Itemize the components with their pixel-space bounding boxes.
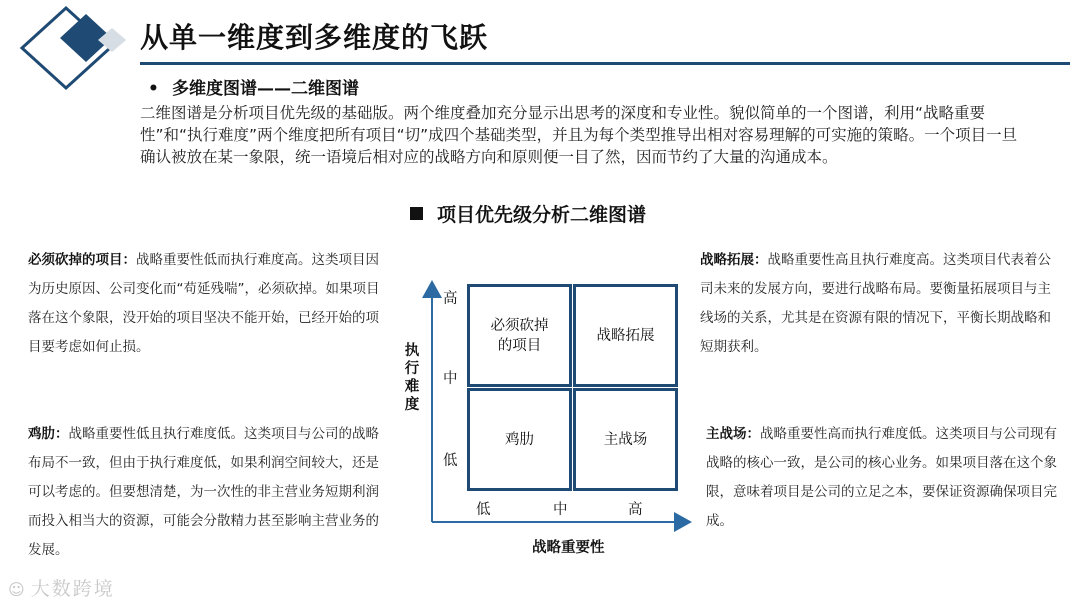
quadrant-must-cut (467, 284, 572, 387)
bullet-heading (148, 74, 359, 99)
description-top-right (700, 246, 1060, 362)
square-bullet-icon (410, 207, 423, 220)
quadrant-label: 战略拓展 (596, 327, 655, 344)
title-divider (140, 62, 1070, 65)
quadrant-label: 主战场 (603, 431, 648, 448)
description-text: 战略重要性高而执行难度低。这类项目与公司现有战略的核心一致，是公司的核心业务。如果项目落在这个象限，意味着项目是公司的立足之本，要保证资源确保项目完成。 (706, 426, 1057, 529)
description-text: 战略重要性低而执行难度高。这类项目因为历史原因、公司变化而“苟延残喘”，必须砍掉。如果项目落在这个象限，没开始的项目坚决不能开始，已经开始的项目要考虑如何止损。 (28, 252, 380, 355)
section-title (410, 200, 646, 227)
bullet-icon: • (148, 79, 159, 99)
description-bottom-left (28, 420, 388, 565)
description-bottom-right (706, 420, 1066, 536)
bullet-heading-text: 多维度图谱——二维图谱 (172, 79, 359, 99)
y-tick-low: 低 (443, 453, 458, 469)
description-label: 战略拓展： (700, 252, 768, 268)
page-title: 从单一维度到多维度的飞跃 (140, 21, 489, 54)
x-tick-high: 高 (628, 502, 643, 518)
quadrant-label: 必须砍掉 的项目 (490, 317, 549, 354)
description-text: 战略重要性低且执行难度低。这类项目与公司的战略布局不一致，但由于执行难度低，如果利润空间较大，还是可以考虑的。但要想清楚，为一次性的非主营业务短期利润而投入相当大的资源，可能会分散精力甚至影响主营业务的发展。 (28, 426, 379, 558)
quadrant-strategic-expansion (573, 284, 678, 387)
y-tick-high: 高 (443, 291, 458, 307)
description-label: 必须砍掉的项目： (28, 252, 136, 268)
watermark (8, 574, 115, 601)
y-axis-label: 执 行 难 度 (404, 343, 420, 413)
y-tick-mid: 中 (443, 371, 458, 387)
watermark-logo-icon: ☺ (8, 580, 27, 599)
logo-diamonds-icon (0, 0, 140, 100)
watermark-text: 大数跨境 (30, 578, 115, 600)
intro-paragraph: 二维图谱是分析项目优先级的基础版。两个维度叠加充分显示出思考的深度和专业性。貌似简单的一个图谱，利用“战略重要性”和“执行难度”两个维度把所有项目“切”成四个基础类型，并且为每个类型推导出相对容易理解的可实施的策略。一个项目一旦确认被放在某一象限，统一语境后相对应的战略方向和原则便一目了然，因而节约了大量的沟通成本。 (140, 104, 1018, 166)
description-text: 战略重要性高且执行难度高。这类项目代表着公司未来的发展方向，要进行战略布局。要衡量拓展项目与主线场的关系，尤其是在资源有限的情况下，平衡长期战略和短期获利。 (700, 252, 1051, 355)
quadrant-main-battlefield (573, 388, 678, 491)
description-label: 鸡肋： (28, 426, 69, 442)
section-title-text: 项目优先级分析二维图谱 (437, 204, 647, 226)
x-tick-mid: 中 (553, 502, 568, 518)
description-label: 主战场： (706, 426, 760, 442)
x-tick-low: 低 (476, 502, 491, 518)
x-axis-label: 战略重要性 (532, 540, 605, 556)
quadrant-chicken-rib (467, 388, 572, 491)
description-top-left (28, 246, 388, 362)
quadrant-label: 鸡肋 (505, 431, 534, 448)
